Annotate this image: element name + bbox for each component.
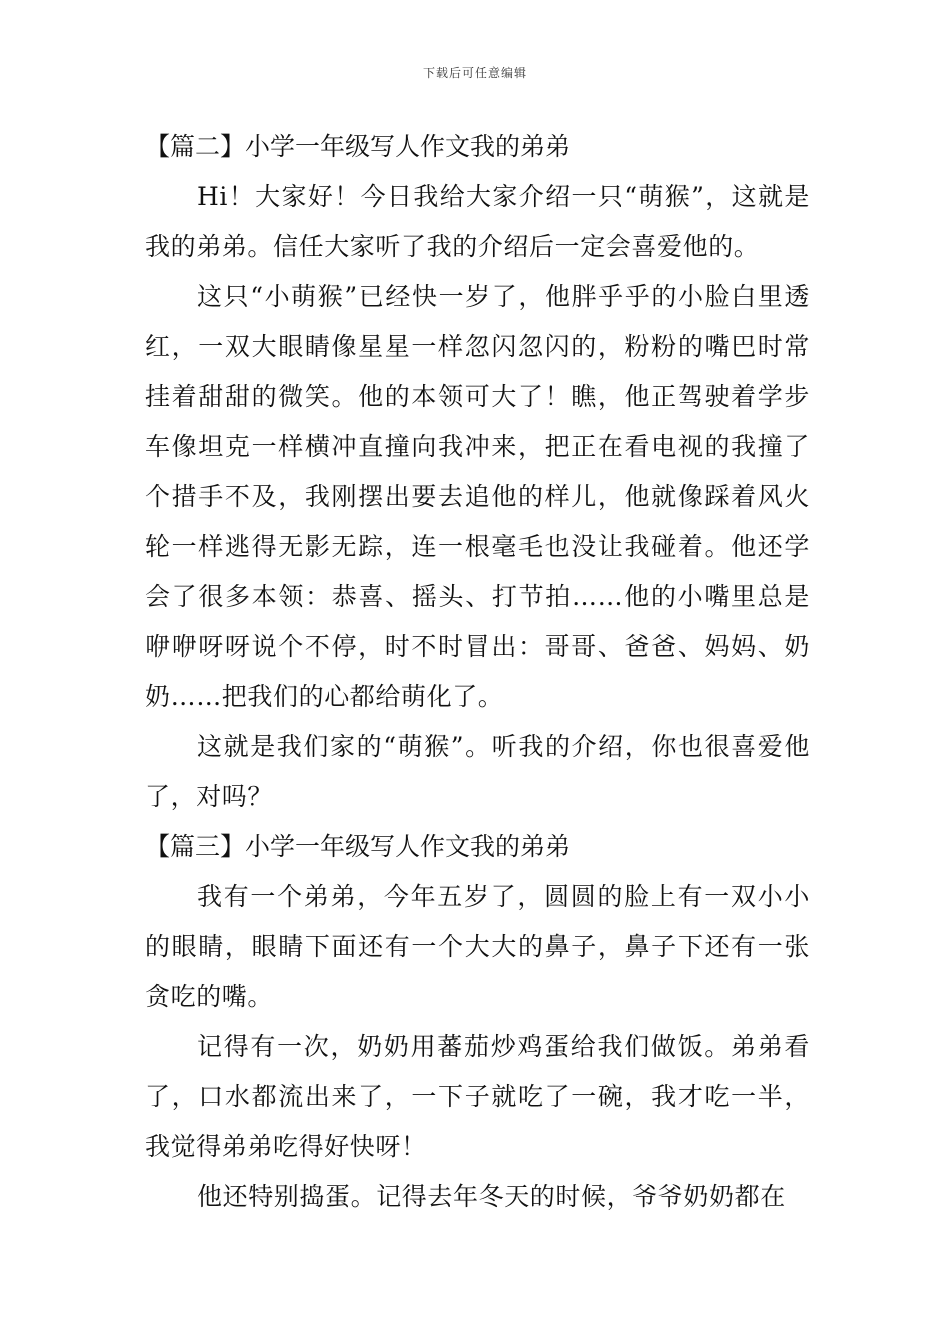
paragraph: 记得有一次，奶奶用蕃茄炒鸡蛋给我们做饭。弟弟看了，口水都流出来了，一下子就吃了一碗，我才吃一半，我觉得弟弟吃得好快呀！ (145, 1032, 810, 1161)
paragraph: 我有一个弟弟，今年五岁了，圆圆的脸上有一双小小的眼睛，眼睛下面还有一个大大的鼻子，鼻子下还有一张贪吃的嘴。 (145, 882, 810, 1011)
paragraph: 他还特别捣蛋。记得去年冬天的时候，爷爷奶奶都在 (197, 1182, 786, 1211)
document-body (145, 122, 810, 1222)
section-heading: 【篇二】小学一年级写人作文我的弟弟 (145, 132, 571, 161)
paragraph: Hi！大家好！今日我给大家介绍一只“萌猴”，这就是我的弟弟。信任大家听了我的介绍后一定会喜爱他的。 (145, 182, 810, 261)
section-heading: 【篇三】小学一年级写人作文我的弟弟 (145, 832, 571, 861)
paragraph: 这就是我们家的“萌猴”。听我的介绍，你也很喜爱他了，对吗？ (145, 732, 810, 811)
paragraph: 这只“小萌猴”已经快一岁了，他胖乎乎的小脸白里透红，一双大眼睛像星星一样忽闪忽闪的，粉粉的嘴巴时常挂着甜甜的微笑。他的本领可大了！瞧，他正驾驶着学步车像坦克一样横冲直撞向我冲来，把正在看电视的我撞了个措手不及，我刚摆出要去追他的样儿，他就像踩着风火轮一样逃得无影无踪，连一根毫毛也没让我碰着。他还学会了很多本领：恭喜、摇头、打节拍……他的小嘴里总是咿咿呀呀说个不停，时不时冒出：哥哥、爸爸、妈妈、奶奶……把我们的心都给萌化了。 (145, 282, 810, 711)
section-3 (145, 822, 810, 1222)
section-2 (145, 122, 810, 822)
page-header: 下载后可任意编辑 (422, 66, 527, 80)
